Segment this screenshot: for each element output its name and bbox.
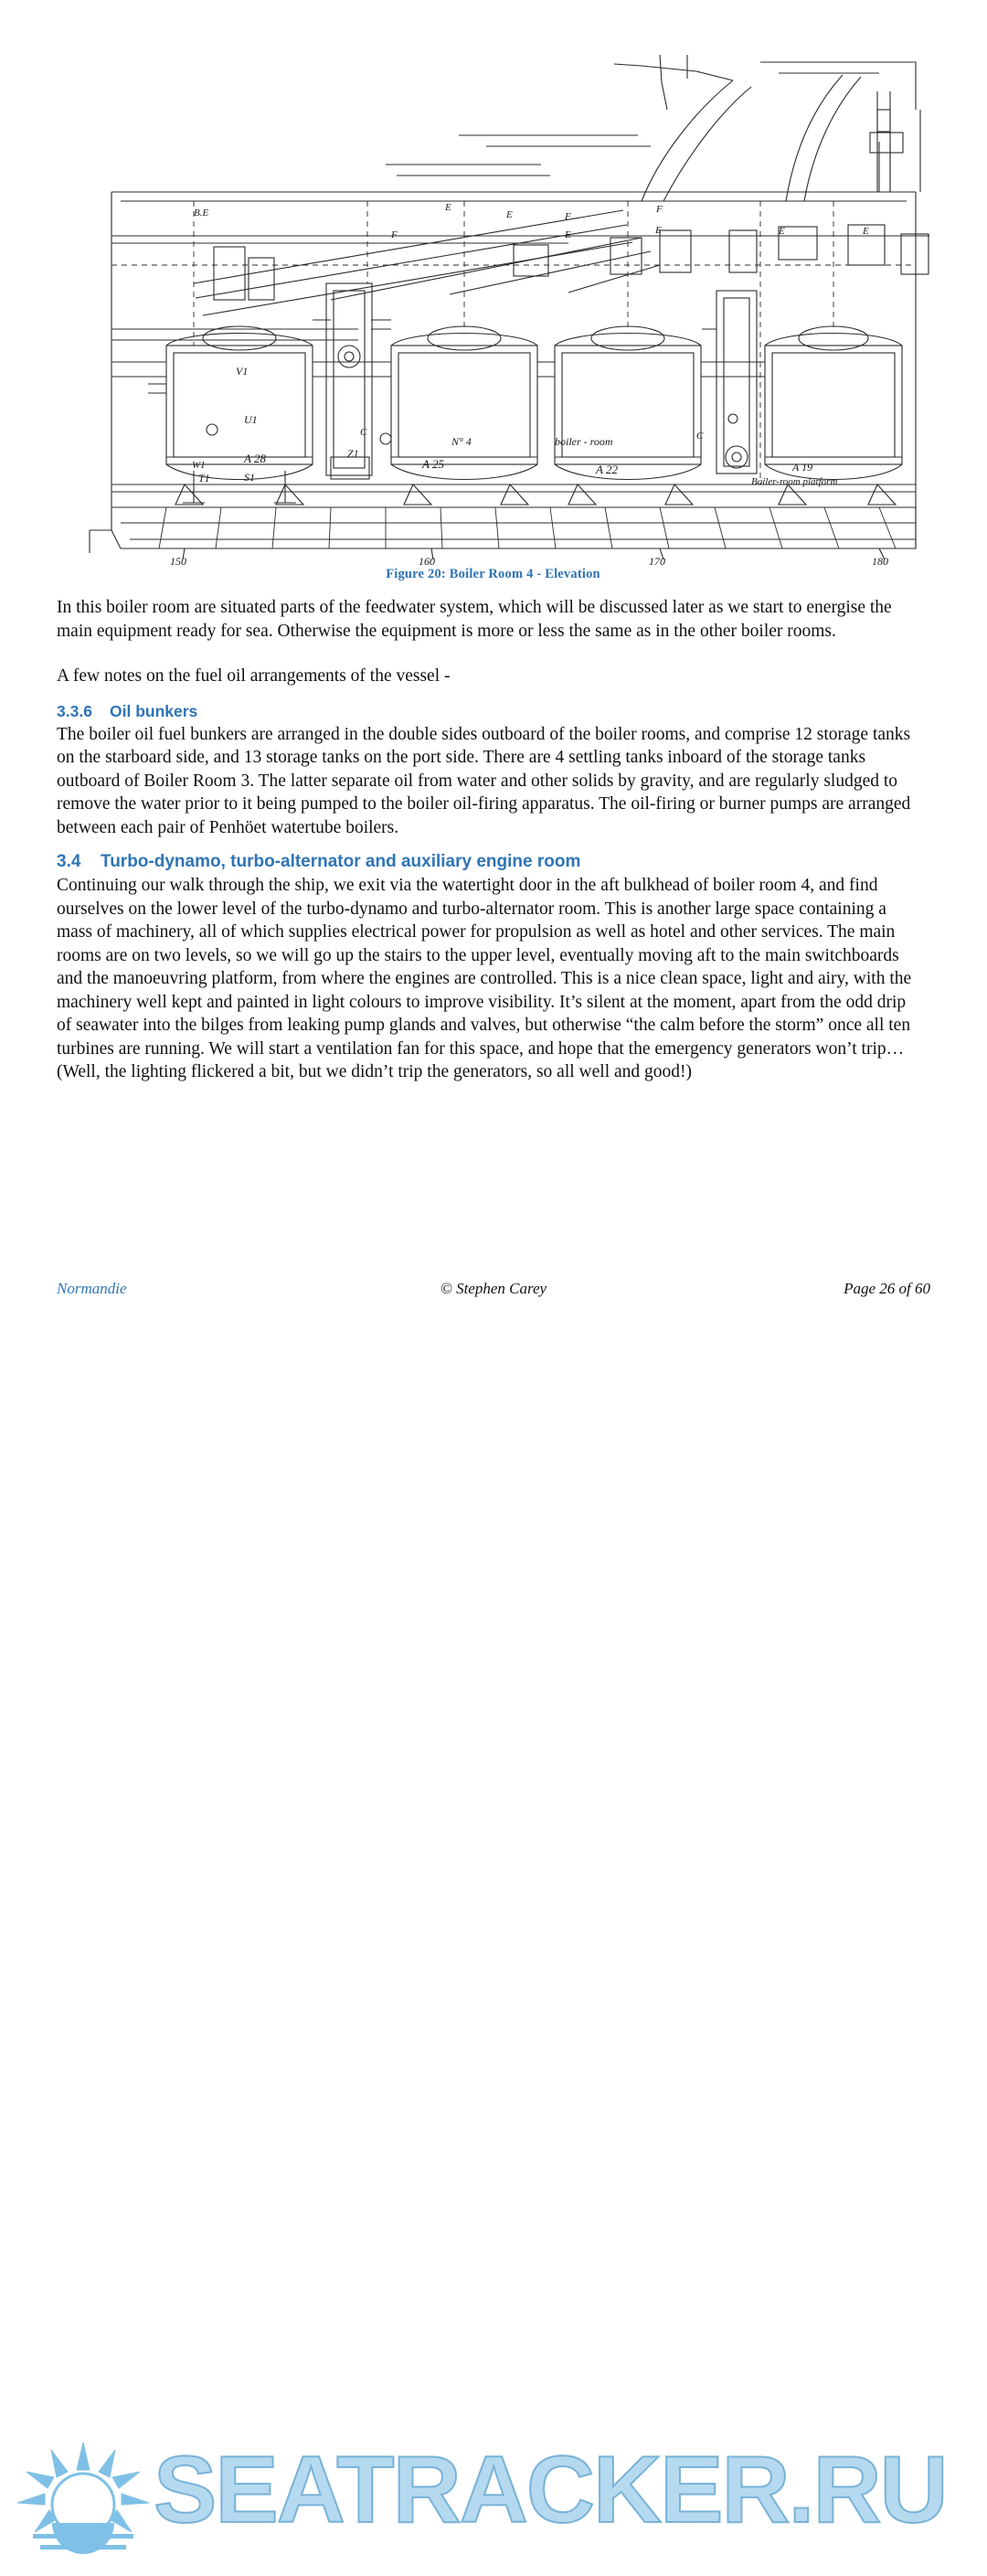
paragraph-boiler-room-intro: In this boiler room are situated parts of the feedwater system, which will be discussed later as we start to energise the main equipment ready for sea. Otherwise the equipment is more or less the same as in the other boiler rooms.	[57, 598, 892, 641]
figure-label-u1: U1	[244, 413, 258, 426]
figure-label-e6: E	[863, 226, 869, 237]
figure-label-frame-180: 180	[872, 555, 888, 568]
watermark-text: SEATRACKER.RU	[154, 2437, 947, 2543]
figure-label-e4: E	[655, 225, 662, 236]
figure-label-c1: C	[360, 427, 367, 438]
figure-label-f2: F	[565, 211, 571, 222]
heading-turbo-dynamo-text: Turbo-dynamo, turbo-alternator and auxiliary engine room	[101, 852, 581, 871]
figure-label-f3: F	[656, 204, 663, 215]
footer-left: Normandie	[57, 1280, 127, 1297]
figure-label-z1: Z1	[347, 447, 359, 460]
figure-label-frame-170: 170	[649, 555, 665, 568]
figure-label-a25: A 25	[422, 457, 444, 471]
paragraph-turbo-dynamo: Continuing our walk through the ship, we exit via the watertight door in the aft bulkhead of boiler room 4, and find ourselves on the lower level of the turbo-dynamo and turbo-alternator room. This is another large space containing a mass of machinery, all of which supplies electrical power for propulsion as well as hotel and other services. The main rooms are on two levels, so we will go up the stairs to the upper level, eventually moving aft to the main switchboards and the manoeuvring platform, from where the engines are controlled. This is a nice clean space, light and airy, with the machinery well kept and painted in light colours to improve visibility. It’s silent at the moment, apart from the odd drip of seawater into the bilges from leaking pump glands and valves, but otherwise “the calm before the storm” once all ten turbines are running. We will start a ventilation fan for this space, and hope that the emergency generators won’t trip… (Well, the lighting flickered a bit, but we didn’t trip the generators, so all well and good!)	[57, 876, 912, 1081]
figure-boiler-room-elevation	[57, 55, 929, 567]
figure-label-frame-160: 160	[419, 555, 435, 568]
figure-label-e3: E	[565, 229, 571, 240]
figure-label-frame-150: 150	[170, 555, 186, 568]
watermark	[0, 1216, 987, 2543]
figure-label-be: B.E	[194, 208, 209, 218]
figure-label-t1: T1	[198, 472, 210, 484]
figure-label-a19: A 19	[792, 461, 813, 474]
figure-label-e1: E	[445, 202, 451, 213]
figure-label-c2: C	[696, 431, 704, 442]
heading-oil-bunkers-text: Oil bunkers	[110, 701, 198, 720]
paragraph-oil-bunkers: The boiler oil fuel bunkers are arranged in the double sides outboard of the boiler rooms, and comprise 12 storage tanks on the starboard side, and 13 storage tanks on the port side. There are 4 settling tanks inboard of the storage tanks outboard of Boiler Room 3. The latter separate oil from water and other solids by gravity, and are regularly sludged to remove the water prior to it being pumped to the boiler oil-firing apparatus. The oil-firing or burner pumps are arranged between each pair of Penhöet watertube boilers.	[57, 724, 911, 837]
figure-label-f1: F	[391, 229, 398, 240]
figure-label-e5: E	[779, 226, 785, 237]
figure-label-boiler-room-platform: Boiler-room platform	[751, 476, 838, 487]
heading-turbo-dynamo	[57, 852, 923, 872]
figure-label-e2: E	[506, 209, 513, 220]
heading-oil-bunkers-number: 3.3.6	[57, 701, 92, 720]
document-body	[57, 596, 923, 1084]
figure-label-w1: W1	[192, 460, 206, 471]
figure-label-a22: A 22	[596, 463, 618, 476]
figure-caption: Figure 20: Boiler Room 4 - Elevation	[386, 567, 600, 581]
paragraph-fuel-oil-intro: A few notes on the fuel oil arrangements of the vessel -	[57, 666, 451, 686]
figure-label-v1: V1	[236, 365, 249, 378]
sun-logo-icon	[15, 2439, 152, 2576]
heading-turbo-dynamo-number: 3.4	[57, 852, 81, 871]
heading-oil-bunkers	[57, 701, 923, 721]
figure-drawing	[57, 55, 929, 567]
footer-right: Page 26 of 60	[844, 1280, 930, 1297]
figure-label-s1: S1	[244, 471, 255, 484]
figure-label-no4: N° 4	[451, 435, 472, 448]
figure-label-a28: A 28	[244, 452, 266, 465]
figure-label-boiler-room: boiler - room	[555, 435, 613, 448]
footer-center: © Stephen Carey	[440, 1280, 547, 1297]
